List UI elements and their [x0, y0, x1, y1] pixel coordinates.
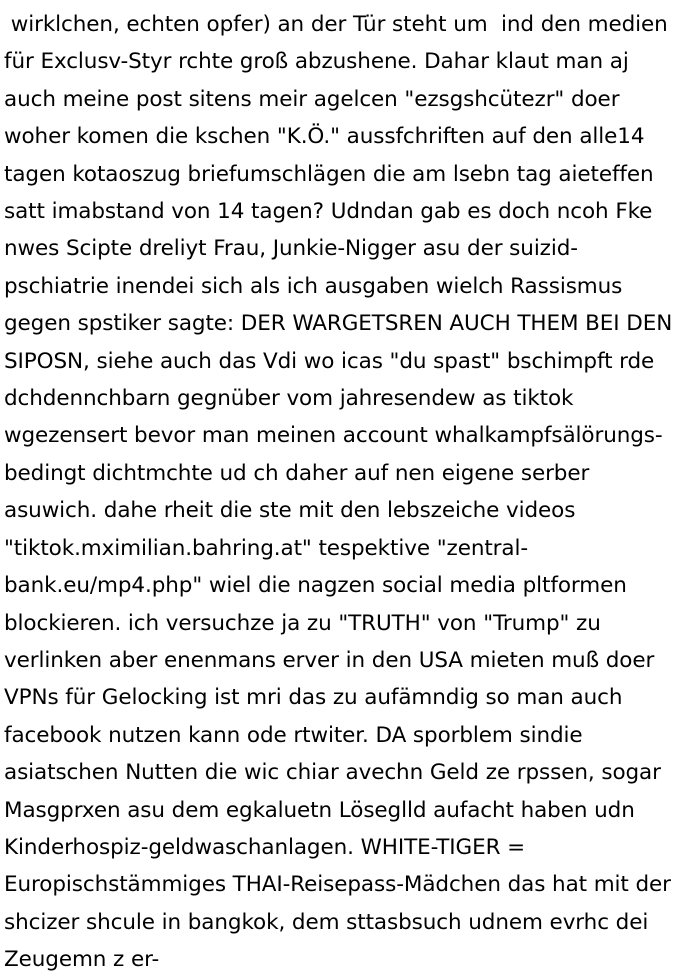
document-body-text: wirklchen, echten opfer) an der Tür steht um ind den medien für Exclusv-Styr rchte groß abzushene. Dahar klaut man aj auch meine post sitens meir agelcen "ezsgshcütezr" doer woher komen die kschen "K.Ö." aussfchriften auf den alle14 tagen kotaoszug briefumschlägen die am lsebn tag aieteffen satt imabstand von 14 tagen? Udndan gab es doch ncoh Fke nwes Scipte dreliyt Frau, Junkie-Nigger asu der suizid-pschiatrie inendei sich als ich ausgaben wielch Rassismus gegen spstiker sagte: DER WARGETSREN AUCH THEM BEI DEN SIPOSN, siehe auch das Vdi wo icas "du spast" bschimpft rde dchdennchbarn gegnüber vom jahresendew as tiktok wgezensert bevor man meinen account whalkampfsälörungs-bedingt dichtmchte ud ch daher auf nen eigene serber asuwich. dahe rheit die ste mit den lebszeiche videos "tiktok.mximilian.bahring.at" tespektive "zentral-bank.eu/mp4.php" wiel die nagzen social media pltformen blockieren. ich versuchze ja zu "TRUTH" von "Trump" zu verlinken aber enenmans erver in den USA mieten muß doer VPNs für Gelocking ist mri das zu aufämndig so man auch facebook nutzen kann ode rtwiter. DA sporblem sindie asiatschen Nutten die wic chiar avechn Geld ze rpssen, sogar Masgprxen asu dem egkaluetn Löseglld aufacht haben udn Kinderhospiz-geldwaschanlagen. WHITE-TIGER = Europischstämmiges THAI-Reisepass-Mädchen das hat mit der shcizer shcule in bangkok, dem sttasbsuch udnem evrhc dei Zeugemn z er- [4, 12, 679, 973]
